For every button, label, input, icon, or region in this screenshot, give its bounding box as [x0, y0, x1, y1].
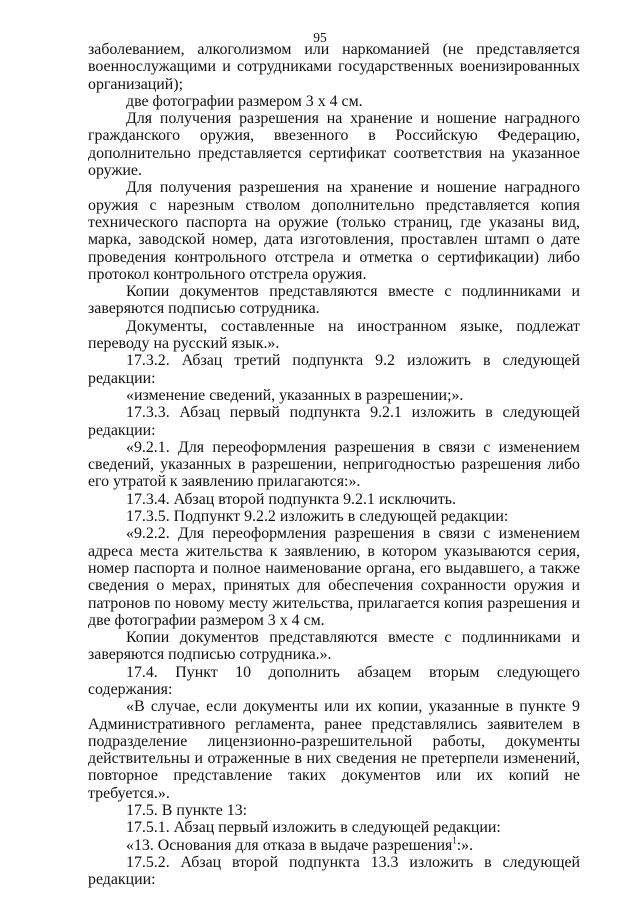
paragraph: заболеванием, алкоголизмом или наркоманией (не представляется военнослужащими и сотрудниками государственных военизированных организаций); [88, 41, 580, 93]
paragraph: Для получения разрешения на хранение и ношение наградного оружия с нарезным стволом дополнительно представляется копия технического паспорта на оружие (только страниц, где указаны вид, марка, заводской номер, дата изготовления, проставлен штамп о дате проведения контрольного отстрела и отметка о сертификации) либо протокол контрольного отстрела оружия. [88, 179, 580, 283]
paragraph: Копии документов представляются вместе с подлинниками и заверяются подписью сотрудника. [88, 283, 580, 318]
paragraph: 17.4. Пункт 10 дополнить абзацем вторым следующего содержания: [88, 663, 580, 698]
paragraph: «9.2.2. Для переоформления разрешения в связи с изменением адреса места жительства к заявлению, в котором указываются серия, номер паспорта и полное наименование органа, его выдавшего, а также сведения о мерах, принятых для обеспечения сохранности оружия и патронов по новому месту жительства, прилагается копия разрешения и две фотографии размером 3 х 4 см. [88, 525, 580, 629]
paragraph: 17.3.5. Подпункт 9.2.2 изложить в следующей редакции: [126, 508, 509, 526]
paragraph: 17.3.4. Абзац второй подпункта 9.2.1 исключить. [126, 490, 456, 508]
paragraph: две фотографии размером 3 х 4 см. [126, 92, 363, 110]
footnote-mark: 1 [452, 835, 457, 846]
paragraph: «изменение сведений, указанных в разрешении;». [126, 386, 464, 404]
paragraph-text-after: :». [456, 836, 474, 854]
paragraph: 17.5. В пункте 13: [126, 802, 248, 820]
paragraph: «9.2.1. Для переоформления разрешения в связи с изменением сведений, указанных в разрешении, непригодностью разрешения либо его утратой к заявлению прилагаются:». [88, 438, 580, 491]
document-body [88, 41, 580, 889]
paragraph: Для получения разрешения на хранение и ношение наградного гражданского оружия, ввезенного в Российскую Федерацию, дополнительно представляется сертификат соответствия на указанное оружие. [88, 110, 580, 180]
paragraph-text: «13. Основания для отказа в выдаче разрешения [126, 836, 453, 854]
paragraph: 17.5.1. Абзац первый изложить в следующей редакции: [126, 819, 501, 837]
paragraph: 17.3.3. Абзац первый подпункта 9.2.1 изложить в следующей редакции: [88, 404, 580, 439]
paragraph: Копии документов представляются вместе с подлинниками и заверяются подписью сотрудника.». [88, 629, 580, 664]
page-number: 95 [313, 30, 327, 45]
paragraph: «В случае, если документы или их копии, указанные в пункте 9 Административного регламента, ранее представлялись заявителем в подразделение лицензионно-разрешительной работы, документы действительны и отраженные в них сведения не претерпели изменений, повторное представление таких документов или их копий не требуется.». [88, 698, 580, 802]
paragraph-with-footnote [88, 837, 580, 854]
paragraph: Документы, составленные на иностранном языке, подлежат переводу на русский язык.». [88, 317, 580, 353]
paragraph: 17.5.2. Абзац второй подпункта 13.3 изложить в следующей редакции: [88, 853, 580, 889]
paragraph: 17.3.2. Абзац третий подпункта 9.2 изложить в следующей редакции: [88, 352, 580, 387]
